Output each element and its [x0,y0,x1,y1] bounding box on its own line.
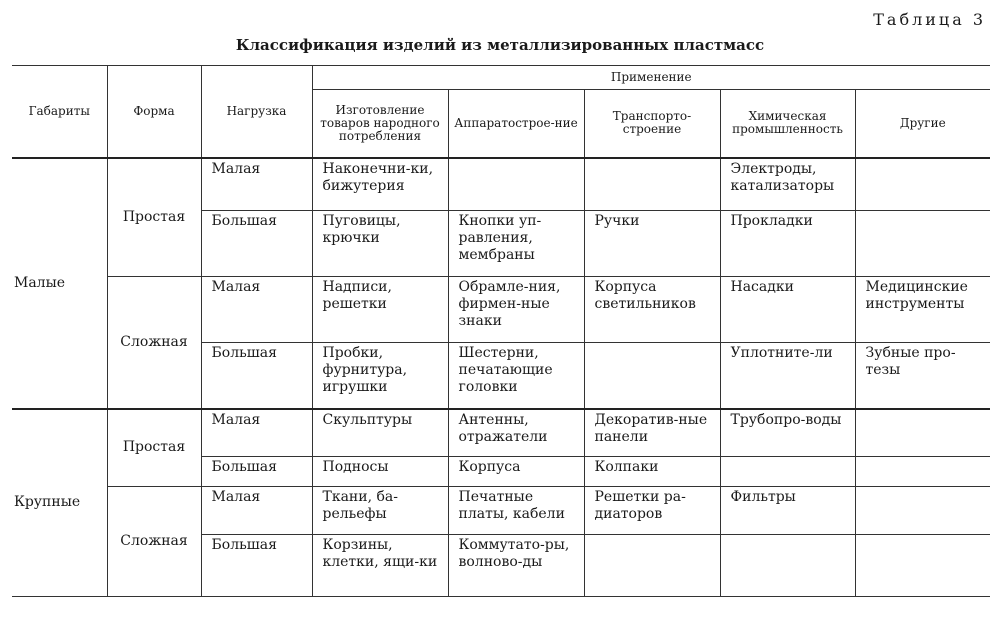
table-row [12,409,990,457]
cell: Уплотните-ли [720,343,855,409]
size-small: Малые [12,158,107,409]
load-small: Малая [201,277,312,343]
cell: Фильтры [720,487,855,535]
cell [855,535,990,597]
cell: Корзины, клетки, ящи-ки [312,535,448,597]
form-simple: Простая [107,409,201,487]
load-large: Большая [201,211,312,277]
table-row [12,277,990,343]
cell: Корпуса [448,457,584,487]
size-large: Крупные [12,409,107,597]
cell: Прокладки [720,211,855,277]
header-app-consumer: Изготовление товаров народного потребления [312,90,448,158]
cell: Антенны, отражатели [448,409,584,457]
header-nagruzka: Нагрузка [201,66,312,158]
cell: Трубопро-воды [720,409,855,457]
header-app-transport: Транспорто-строение [584,90,720,158]
cell: Декоратив-ные панели [584,409,720,457]
cell: Наконечни-ки, бижутерия [312,158,448,211]
cell: Корпуса светильников [584,277,720,343]
cell: Зубные про-тезы [855,343,990,409]
cell [855,457,990,487]
cell: Обрамле-ния, фирмен-ные знаки [448,277,584,343]
cell [855,409,990,457]
header-forma: Форма [107,66,201,158]
header-app-instruments: Аппаратострое-ние [448,90,584,158]
cell [855,158,990,211]
load-small: Малая [201,409,312,457]
cell: Печатные платы, кабели [448,487,584,535]
cell: Насадки [720,277,855,343]
form-complex: Сложная [107,487,201,597]
cell [855,487,990,535]
table-title: Классификация изделий из металлизированных пластмасс [235,36,765,54]
load-small: Малая [201,487,312,535]
cell: Ткани, ба-рельефы [312,487,448,535]
cell: Электроды, катализаторы [720,158,855,211]
table-row [12,487,990,535]
classification-table [12,65,990,597]
header-gabarity: Габариты [12,66,107,158]
cell [720,457,855,487]
cell [584,535,720,597]
cell [855,211,990,277]
table-row [12,158,990,211]
load-large: Большая [201,535,312,597]
header-primenenie: Применение [312,66,990,90]
table-number-label: Таблица 3 [873,10,986,29]
cell: Кнопки уп-равления, мембраны [448,211,584,277]
header-app-other: Другие [855,90,990,158]
cell: Решетки ра-диаторов [584,487,720,535]
cell: Пуговицы, крючки [312,211,448,277]
cell: Колпаки [584,457,720,487]
cell: Надписи, решетки [312,277,448,343]
cell: Скульптуры [312,409,448,457]
cell: Пробки, фурнитура, игрушки [312,343,448,409]
form-complex: Сложная [107,277,201,409]
header-app-chemical: Химическая промышленность [720,90,855,158]
cell: Шестерни, печатающие головки [448,343,584,409]
load-large: Большая [201,457,312,487]
load-large: Большая [201,343,312,409]
cell [448,158,584,211]
cell [584,343,720,409]
cell: Ручки [584,211,720,277]
cell: Коммутато-ры, волново-ды [448,535,584,597]
cell [584,158,720,211]
load-small: Малая [201,158,312,211]
cell: Подносы [312,457,448,487]
cell: Медицинские инструменты [855,277,990,343]
form-simple: Простая [107,158,201,277]
cell [720,535,855,597]
